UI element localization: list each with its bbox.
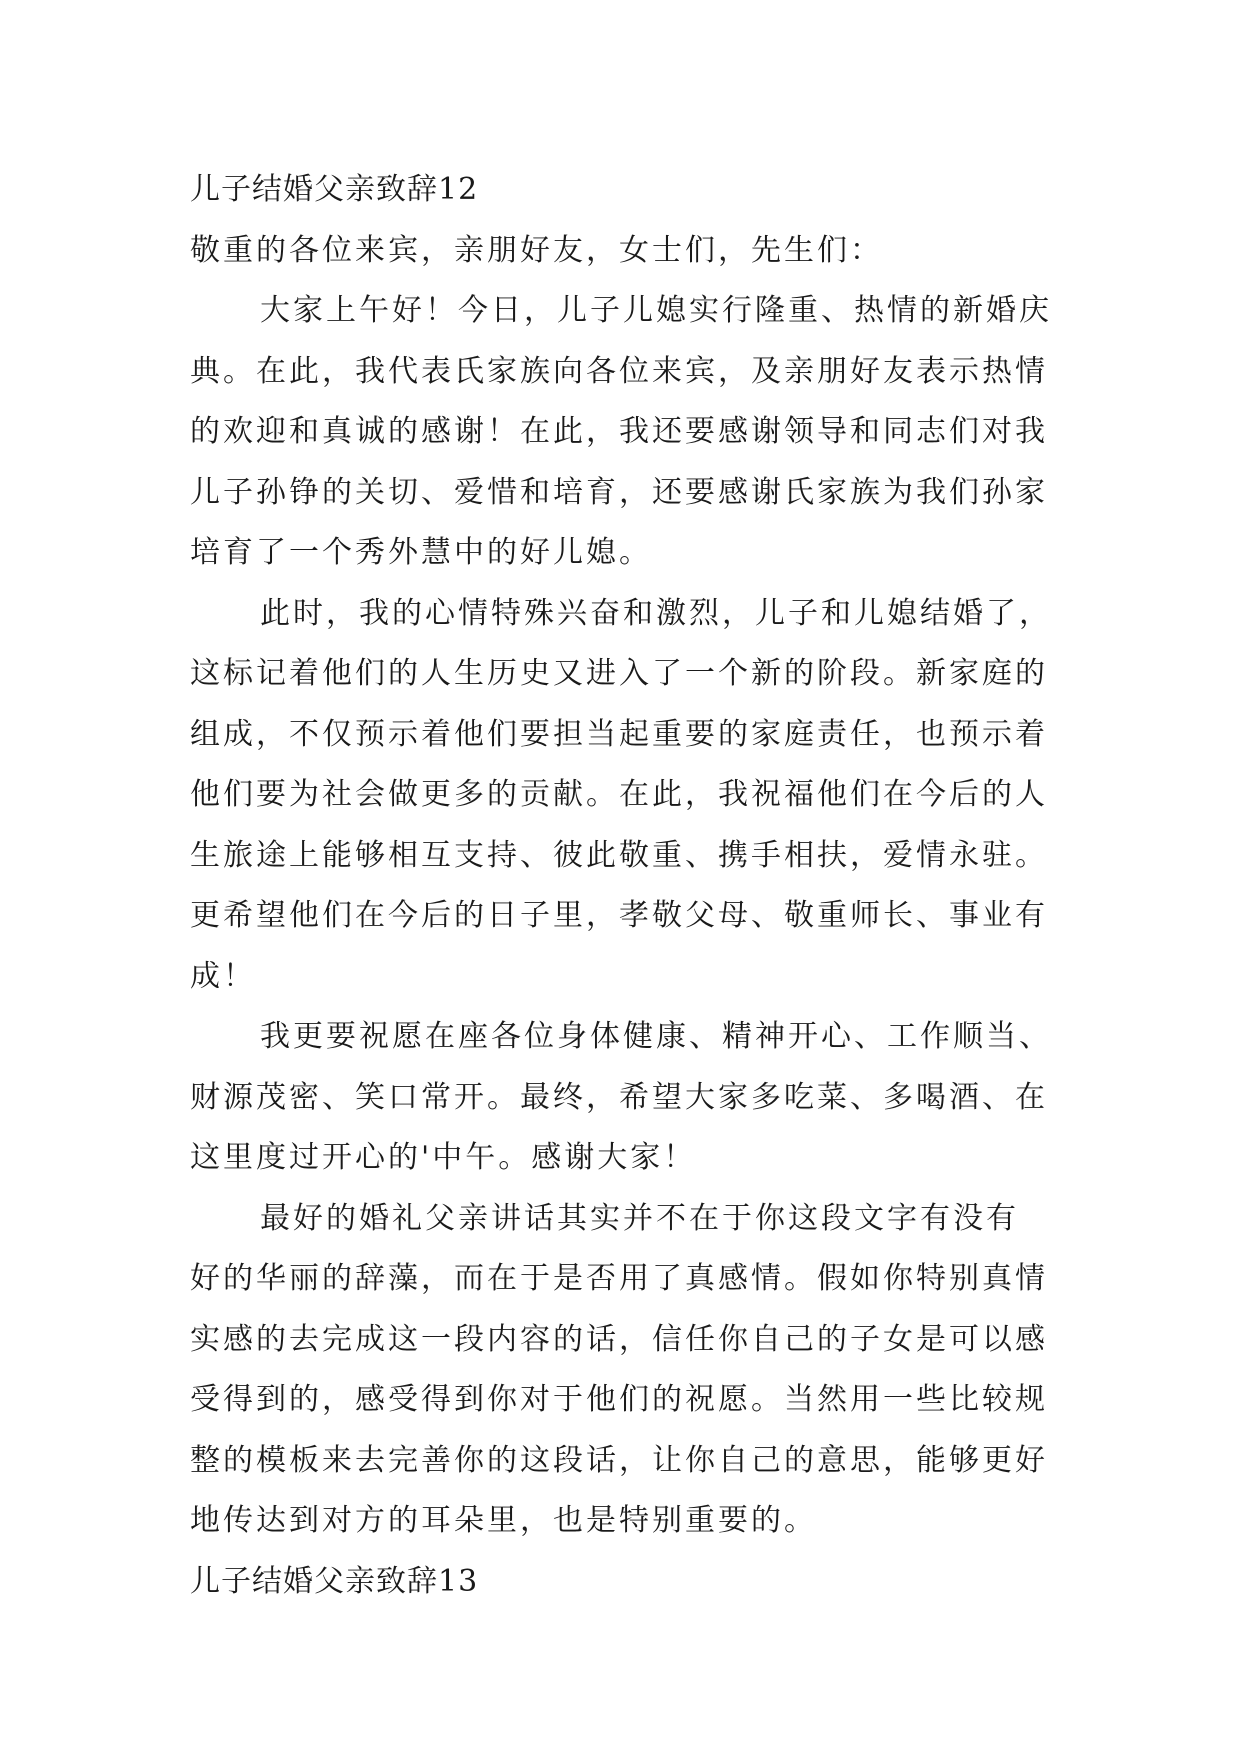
paragraph-4 (190, 1189, 1060, 1552)
paragraph-line: 更希望他们在今后的日子里，孝敬父母、敬重师长、事业有 (190, 898, 1048, 933)
paragraph-line: 实感的去完成这一段内容的话，信任你自己的子女是可以感 (190, 1321, 1048, 1357)
paragraph-line: 这标记着他们的人生历史又进入了一个新的阶段。新家庭的 (190, 656, 1048, 691)
paragraph-line: 好的华丽的辞藻，而在于是否用了真感情。假如你特别真情 (190, 1261, 1048, 1296)
section-heading-12: 儿子结婚父亲致辞12 (190, 172, 479, 207)
paragraph-line: 财源茂密、笑口常开。最终，希望大家多吃菜、多喝酒、在 (190, 1079, 1048, 1115)
paragraph-line: 地传达到对方的耳朵里，也是特别重要的。 (190, 1503, 817, 1538)
section-heading-13: 儿子结婚父亲致辞13 (190, 1563, 479, 1599)
paragraph-line: 我更要祝愿在座各位身体健康、精神开心、工作顺当、 (260, 1019, 1052, 1054)
paragraph-line: 组成，不仅预示着他们要担当起重要的家庭责任，也预示着 (190, 716, 1048, 752)
paragraph-line: 的欢迎和真诚的感谢！在此，我还要感谢领导和同志们对我 (190, 414, 1048, 449)
paragraph-line: 这里度过开心的'中午。感谢大家！ (190, 1140, 697, 1175)
paragraph-line: 他们要为社会做更多的贡献。在此，我祝福他们在今后的人 (190, 777, 1048, 812)
paragraph-line: 成！ (190, 958, 256, 994)
paragraph-line: 最好的婚礼父亲讲话其实并不在于你这段文字有没有 (260, 1200, 1019, 1236)
paragraph-line: 典。在此，我代表氏家族向各位来宾，及亲朋好友表示热情 (190, 353, 1048, 389)
paragraph-line: 受得到的，感受得到你对于他们的祝愿。当然用一些比较规 (190, 1382, 1048, 1417)
paragraph-2 (190, 584, 1060, 1008)
salutation: 敬重的各位来宾，亲朋好友，女士们，先生们： (190, 232, 883, 268)
paragraph-line: 此时，我的心情特殊兴奋和激烈，儿子和儿媳结婚了， (260, 595, 1052, 631)
paragraph-line: 大家上午好！今日，儿子儿媳实行隆重、热情的新婚庆 (260, 293, 1052, 328)
paragraph-3 (190, 1007, 1060, 1189)
document-body (190, 160, 1060, 1612)
paragraph-line: 培育了一个秀外慧中的好儿媳。 (190, 535, 652, 570)
paragraph-1 (190, 281, 1060, 584)
paragraph-line: 儿子孙铮的关切、爱惜和培育，还要感谢氏家族为我们孙家 (190, 474, 1048, 510)
paragraph-line: 生旅途上能够相互支持、彼此敬重、携手相扶，爱情永驻。 (190, 837, 1048, 873)
paragraph-line: 整的模板来去完善你的这段话，让你自己的意思，能够更好 (190, 1442, 1048, 1478)
